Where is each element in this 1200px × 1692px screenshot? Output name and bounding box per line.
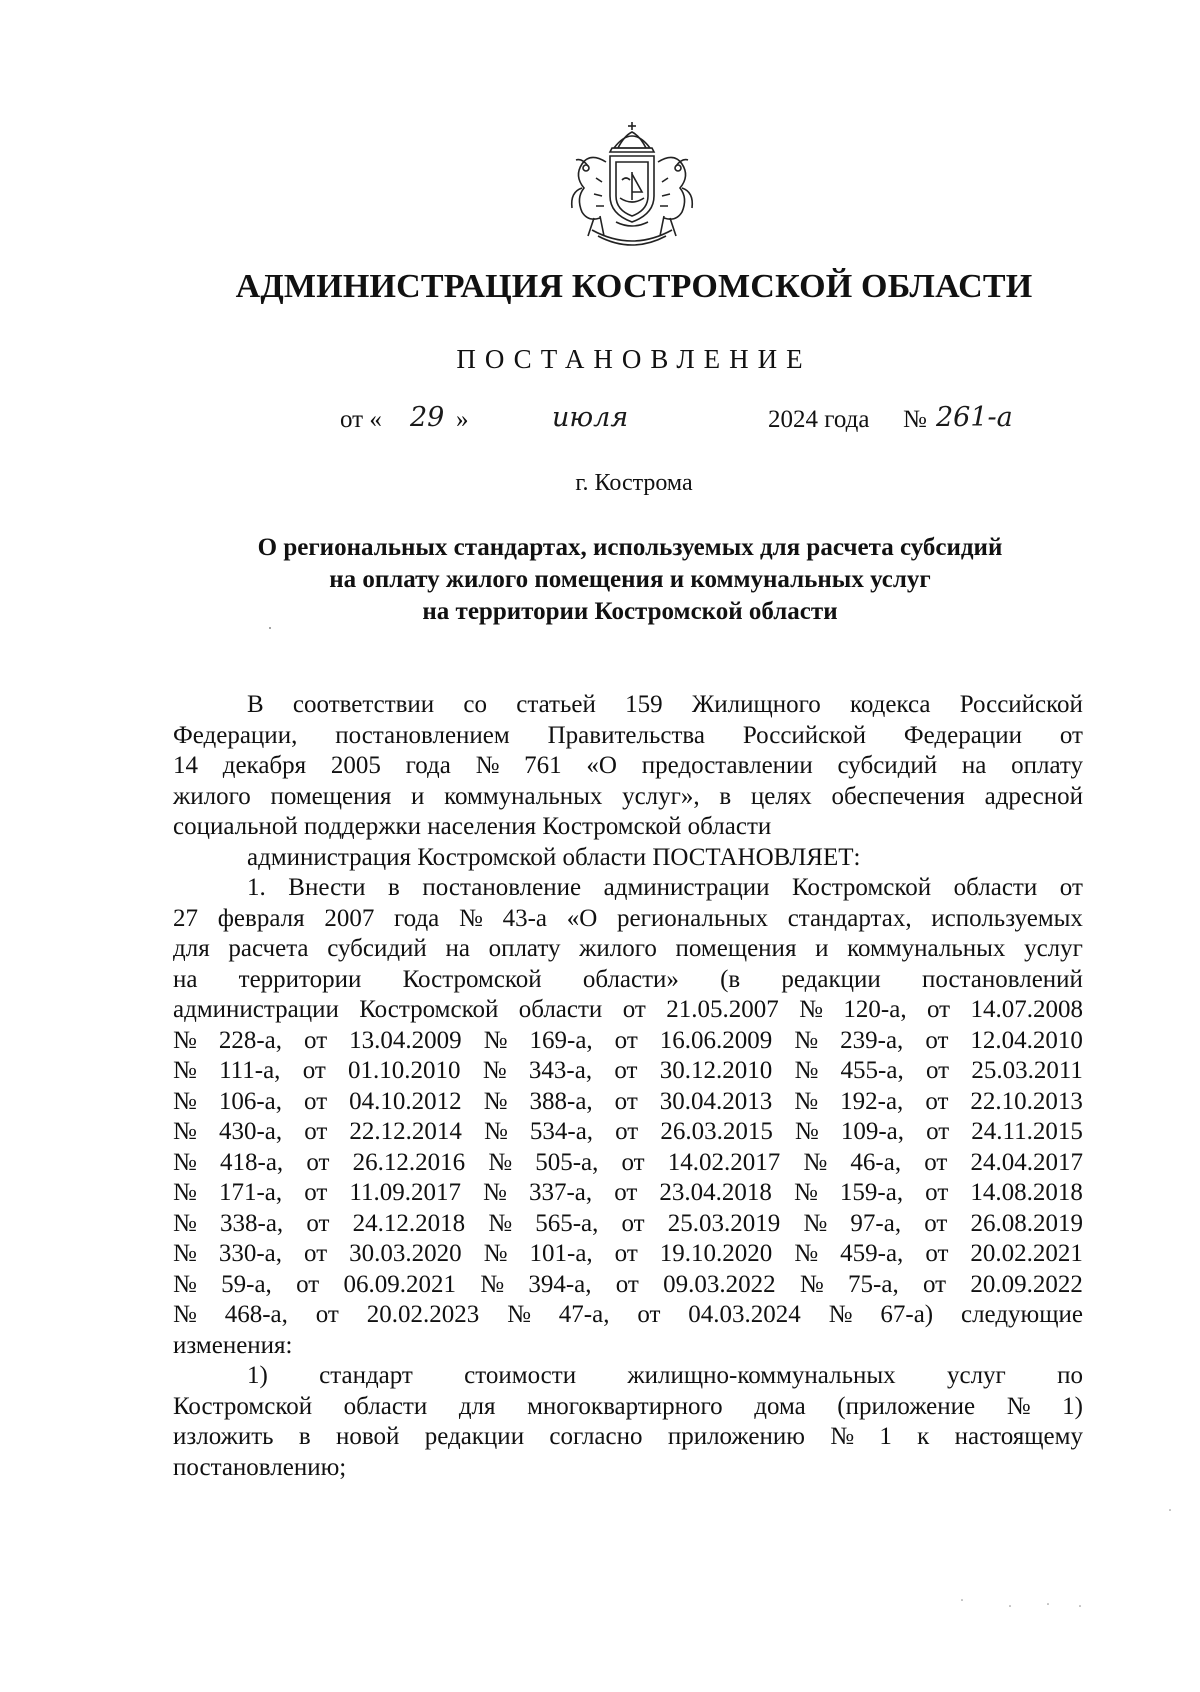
body-word: 430-а, [218, 1118, 283, 1145]
body-word: на [445, 935, 470, 962]
date-day: 29 [410, 402, 445, 433]
body-word: 159-а, [839, 1179, 904, 1206]
body-line [173, 843, 1083, 874]
body-word: 30.04.2013 [659, 1087, 773, 1115]
body-word: от [924, 1209, 948, 1237]
body-word: Костромской [173, 1392, 313, 1420]
body-word: № [475, 752, 500, 779]
body-word: области [343, 1392, 428, 1420]
body-word: 01.10.2010 [348, 1057, 461, 1084]
body-word: 109-а, [840, 1118, 905, 1145]
body-word: 22.10.2013 [970, 1087, 1083, 1115]
body-word: от [304, 1026, 328, 1054]
body-word: 24.04.2017 [970, 1148, 1083, 1176]
body-word: стоимости [464, 1362, 577, 1389]
body-word: от [621, 1209, 645, 1237]
document-type: ПОСТАНОВЛЕНИЕ [456, 344, 812, 374]
body-word: 1 [879, 1423, 892, 1450]
body-word: 11.09.2017 [349, 1179, 461, 1206]
body-word: 534-а, [529, 1118, 594, 1145]
body-word: № [507, 1301, 531, 1328]
body-word: области [518, 996, 603, 1023]
body-line [173, 1300, 1083, 1331]
body-word: 171-а, [218, 1179, 283, 1206]
body-word: Российской [959, 691, 1083, 718]
body-word: 47-а, [558, 1301, 610, 1328]
body-word: от [304, 1179, 328, 1206]
body-word: года [394, 904, 440, 932]
date-day-close: » [456, 406, 469, 433]
body-word: 30.03.2020 [349, 1240, 462, 1267]
body-word: 468-а, [224, 1301, 288, 1328]
body-word: кодекса [849, 691, 931, 718]
body-word: 16.06.2009 [659, 1026, 773, 1054]
body-line [173, 1148, 1083, 1179]
body-word: от [302, 1057, 326, 1084]
body-word: 20.09.2022 [970, 1270, 1083, 1298]
body-word: от [925, 1057, 950, 1084]
body-word: 2007 [324, 904, 375, 932]
body-word: территории [238, 965, 362, 993]
body-word: администрации [603, 874, 770, 901]
body-line [173, 1270, 1083, 1301]
body-word: предоставлении [641, 752, 813, 779]
body-word: от [614, 1087, 638, 1115]
body-word: Внести [288, 874, 366, 901]
body-word: от [637, 1301, 661, 1328]
body-word: № [803, 1209, 828, 1237]
body-word: 26.12.2016 [352, 1148, 466, 1176]
body-word: (приложение [837, 1392, 976, 1420]
body-word: февраля [217, 904, 305, 932]
body-word: на [173, 965, 198, 993]
body-word: № [480, 1270, 505, 1298]
body-word: 13.04.2009 [349, 1026, 462, 1054]
body-word: 14.07.2008 [970, 996, 1083, 1023]
body-word: 20.02.2023 [366, 1301, 480, 1328]
body-word: постановлением [335, 721, 510, 749]
body-word: 30.12.2010 [659, 1057, 773, 1084]
body-word: редакции [424, 1423, 525, 1450]
body-word: от [922, 1270, 947, 1298]
body-word: области» [582, 965, 679, 993]
body-word: 12.04.2010 [970, 1026, 1083, 1054]
body-word: от [1059, 721, 1083, 749]
body-word: 04.03.2024 [688, 1301, 801, 1328]
body-word: № [459, 904, 483, 932]
body-line [173, 1117, 1083, 1148]
body-word: № [173, 1148, 197, 1176]
body-word: 43-а [502, 904, 547, 932]
body-word: от [615, 1270, 639, 1298]
body-word: приложению [667, 1423, 805, 1450]
body-word: от [924, 1148, 948, 1176]
body-word: № [482, 1057, 507, 1084]
body-word: используемых [931, 904, 1083, 932]
body-word: 343-а, [528, 1057, 593, 1084]
body-word: от [304, 1118, 328, 1145]
date-month: июля [552, 402, 629, 433]
body-word: 19.10.2020 [659, 1240, 773, 1267]
body-word: № [794, 1118, 819, 1145]
body-word: 101-а, [529, 1240, 593, 1267]
body-line [173, 1026, 1083, 1057]
body-word: № [173, 1209, 197, 1237]
body-word: 97-а, [850, 1209, 902, 1237]
body-word: услуг», [622, 782, 700, 810]
document-number: 261-а [936, 402, 1013, 433]
body-word: от [296, 1270, 320, 1298]
body-line [173, 1392, 1083, 1423]
body-word: 459-а, [840, 1240, 904, 1267]
body-line [173, 1178, 1083, 1209]
body-word: № [794, 1026, 819, 1054]
date-prefix: от « [340, 406, 382, 433]
body-word: № [483, 1026, 508, 1054]
body-word: 337-а, [528, 1179, 593, 1206]
body-word: Российской [742, 721, 867, 749]
body-line [173, 721, 1083, 752]
body-word: № [794, 1057, 819, 1084]
body-word: 106-а, [218, 1087, 283, 1115]
body-word: редакции [781, 965, 881, 993]
body-word: № [173, 1026, 197, 1054]
date-year: 2024 года [768, 406, 870, 433]
body-word: года [405, 752, 451, 779]
body-line-text: социальной поддержки населения Костромской области [173, 813, 772, 840]
body-word: изложить [173, 1423, 274, 1450]
body-word: и [815, 935, 829, 962]
body-word: от [1059, 874, 1083, 901]
body-word: № [793, 1179, 818, 1206]
body-word: № [828, 1301, 853, 1328]
body-word: Костромской [402, 965, 542, 993]
body-word: 26.03.2015 [660, 1118, 773, 1145]
body-word: № [794, 1087, 819, 1115]
body-word: следующие [960, 1301, 1083, 1328]
body-word: жилищно-коммунальных [627, 1362, 896, 1389]
body-word: к [917, 1423, 930, 1450]
body-word: 14.02.2017 [667, 1148, 781, 1176]
body-word: № [799, 1270, 824, 1298]
body-word: «О [566, 904, 598, 932]
body-word: № [173, 1270, 197, 1298]
body-line [173, 873, 1083, 904]
body-word: от [926, 1118, 950, 1145]
body-word: от [926, 996, 951, 1023]
body-word: № [173, 1179, 197, 1206]
body-line [173, 1453, 1083, 1484]
body-line [173, 1361, 1083, 1392]
body-word: дома [754, 1392, 806, 1420]
body-word: 24.12.2018 [352, 1209, 466, 1237]
body-word: согласно [549, 1423, 643, 1450]
body-line [173, 812, 1083, 843]
subject-line: О региональных стандартах, используемых для расчета субсидий [257, 534, 1003, 561]
body-word: стандарт [319, 1362, 413, 1389]
body-line [173, 1331, 1083, 1362]
body-word: от [615, 1118, 639, 1145]
body-word: 455-а, [840, 1057, 904, 1084]
body-word: № [173, 1118, 197, 1145]
body-word: настоящему [954, 1423, 1083, 1450]
body-word: № [483, 1118, 508, 1145]
body-line [173, 1209, 1083, 1240]
body-word: 192-а, [840, 1087, 904, 1115]
body-word: 338-а, [220, 1209, 284, 1237]
body-word: в [719, 782, 732, 810]
body-word: коммунальных [444, 782, 603, 810]
body-word: субсидий [837, 752, 938, 779]
body-line [173, 1087, 1083, 1118]
body-word: 21.05.2007 [666, 996, 779, 1023]
body-word: многоквартирного [527, 1392, 723, 1420]
body-line [173, 751, 1083, 782]
body-word: 2005 [330, 752, 381, 779]
body-word: № [488, 1148, 513, 1176]
city: г. Кострома [575, 470, 693, 496]
body-word: по [1057, 1362, 1083, 1389]
body-word: 388-а, [529, 1087, 593, 1115]
document-subject [190, 532, 1070, 628]
body-word: 1. [247, 874, 266, 901]
body-word: помещения [270, 782, 392, 810]
body-word: 20.02.2021 [970, 1240, 1083, 1267]
body-line [173, 690, 1083, 721]
body-word: 75-а, [848, 1270, 899, 1298]
body-word: 565-а, [535, 1209, 599, 1237]
organization-title: АДМИНИСТРАЦИЯ КОСТРОМСКОЙ ОБЛАСТИ [235, 268, 1033, 305]
body-word: декабря [222, 752, 307, 779]
body-word: от [614, 1179, 638, 1206]
body-word: Костромской [359, 996, 499, 1023]
body-word: Костромской [792, 874, 932, 901]
body-word: В [247, 691, 264, 718]
body-word: постановление [422, 874, 582, 901]
body-word: услуг [946, 1362, 1006, 1389]
coat-of-arms-icon [552, 118, 712, 254]
body-line [173, 965, 1083, 996]
body-word: № [799, 996, 823, 1023]
body-word: № [173, 1301, 197, 1328]
body-word: от [315, 1301, 339, 1328]
body-word: 761 [524, 752, 562, 779]
body-word: № [488, 1209, 513, 1237]
body-word: 505-а, [535, 1148, 599, 1176]
body-word: № [830, 1423, 855, 1450]
body-word: 14 [173, 752, 198, 779]
body-word: 394-а, [528, 1270, 592, 1298]
body-word: для [458, 1392, 496, 1420]
body-word: 239-а, [840, 1026, 904, 1054]
body-word: Федерации, [173, 721, 298, 749]
body-word: расчета [228, 935, 309, 962]
body-word: 418-а, [220, 1148, 284, 1176]
body-word: оплату [1011, 752, 1083, 779]
body-word: № [794, 1240, 819, 1267]
body-line [173, 1239, 1083, 1270]
body-word: от [304, 1240, 328, 1267]
body-word: постановлений [921, 965, 1083, 993]
body-word: Федерации [903, 721, 1022, 749]
body-word: 09.03.2022 [663, 1270, 776, 1298]
body-word: от [622, 996, 646, 1023]
body-word: 159 [625, 691, 663, 718]
document-body [173, 690, 1083, 1483]
body-word: для [173, 935, 210, 962]
body-word: оплату [488, 935, 561, 962]
body-word: 25.03.2019 [667, 1209, 781, 1237]
body-word: на [961, 752, 987, 779]
body-word: в [388, 874, 400, 901]
body-word: в [298, 1423, 311, 1450]
body-word: 27 [173, 904, 198, 932]
body-word: обеспечения [831, 782, 965, 810]
body-word: услуг [1024, 935, 1083, 962]
body-word: 25.03.2011 [971, 1057, 1083, 1084]
body-line [173, 904, 1083, 935]
body-word: от [925, 1026, 949, 1054]
body-word: Жилищного [691, 691, 821, 718]
body-word: 111-а, [219, 1057, 281, 1084]
body-word: от [614, 1057, 638, 1084]
body-word: коммунальных [847, 935, 1006, 962]
body-line [173, 995, 1083, 1026]
body-word: 26.08.2019 [970, 1209, 1083, 1237]
subject-line: на территории Костромской области [422, 598, 838, 625]
body-word: «О [586, 752, 617, 779]
body-word: от [304, 1087, 328, 1115]
body-word: № [1006, 1392, 1031, 1420]
body-word: администрации [173, 996, 339, 1023]
body-word: 59-а, [221, 1270, 272, 1298]
body-line-text: администрация Костромской области ПОСТАНОВЛЯЕТ: [247, 843, 861, 871]
body-word: и [411, 782, 425, 810]
body-word: со [463, 691, 488, 718]
body-word: 67-а) [880, 1301, 934, 1328]
body-word: от [621, 1148, 645, 1176]
body-word: № [173, 1057, 197, 1084]
body-line [173, 1422, 1083, 1453]
body-word: 120-а, [843, 996, 907, 1023]
body-word: от [306, 1148, 330, 1176]
body-word: помещения [675, 935, 797, 962]
body-word: адресной [984, 782, 1083, 810]
body-word: от [614, 1240, 638, 1267]
body-line [173, 1056, 1083, 1087]
body-word: 06.09.2021 [343, 1270, 456, 1298]
body-word: стандартах, [787, 904, 912, 932]
body-word: 330-а, [218, 1240, 283, 1267]
body-word: № [173, 1240, 197, 1267]
body-word: 23.04.2018 [659, 1179, 772, 1206]
body-word: жилого [579, 935, 657, 962]
body-word: № [483, 1087, 508, 1115]
body-word: от [925, 1179, 949, 1206]
body-word: № [483, 1179, 507, 1206]
body-word: (в [720, 965, 741, 993]
body-line-text: изменения: [173, 1331, 293, 1359]
body-word: новой [336, 1423, 400, 1450]
body-word: 24.11.2015 [971, 1118, 1083, 1145]
body-line [173, 782, 1083, 813]
body-word: от [925, 1240, 949, 1267]
body-line-text: постановлению; [173, 1453, 347, 1481]
body-word: субсидий [327, 935, 427, 962]
body-word: 22.12.2014 [349, 1118, 462, 1145]
body-line [173, 934, 1083, 965]
body-word: 1) [1062, 1392, 1083, 1420]
body-word: № [483, 1240, 508, 1267]
body-word: соответствии [292, 691, 435, 718]
body-word: 228-а, [218, 1026, 283, 1054]
body-word: статьей [516, 691, 596, 718]
body-word: целях [750, 782, 812, 810]
body-word: № [803, 1148, 828, 1176]
body-word: от [614, 1026, 638, 1054]
body-word: 1) [247, 1362, 268, 1389]
body-word: области [953, 874, 1038, 901]
document-number-prefix: № [903, 406, 927, 433]
body-word: 14.08.2018 [970, 1179, 1083, 1206]
body-word: № [173, 1087, 197, 1115]
body-word: 169-а, [529, 1026, 593, 1054]
body-word: Правительства [547, 721, 705, 749]
body-word: жилого [173, 782, 251, 810]
body-word: 04.10.2012 [349, 1087, 462, 1115]
body-word: от [306, 1209, 330, 1237]
body-word: 46-а, [850, 1148, 902, 1176]
subject-line: на оплату жилого помещения и коммунальных услуг [329, 566, 931, 593]
body-word: региональных [617, 904, 768, 932]
body-word: от [925, 1087, 949, 1115]
